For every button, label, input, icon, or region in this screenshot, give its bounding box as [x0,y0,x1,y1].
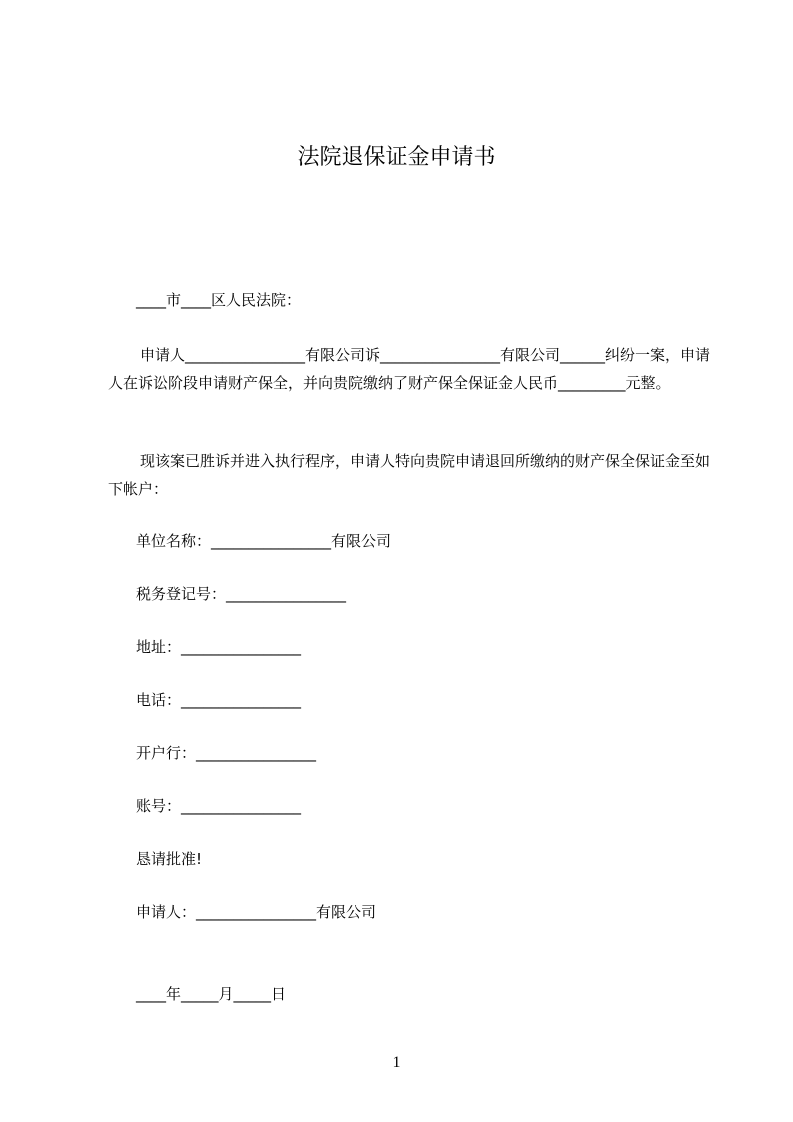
closing-line: 恳请批准! [136,850,203,868]
field-address: 地址：________________ [136,638,302,656]
paragraph-case: 申请人________________有限公司诉________________有限公司______纠纷一案，申请人在诉讼阶段申请财产保全，并向贵院缴纳了财产保全保证金人民币_________元整。 [108,346,711,392]
field-phone: 电话：________________ [136,691,302,709]
field-tax-number: 税务登记号：________________ [136,585,347,603]
applicant-signature-line: 申请人：________________有限公司 [136,903,377,921]
document-title: 法院退保证金申请书 [297,145,496,170]
page-number: 1 [392,1054,401,1071]
field-account: 账号：________________ [136,797,302,815]
addressee-line: ____市____区人民法院： [136,291,302,309]
field-bank: 开户行：________________ [136,744,317,762]
date-line: ____年_____月_____日 [136,985,287,1003]
field-unit-name: 单位名称：________________有限公司 [136,532,392,550]
paragraph-request: 现该案已胜诉并进入执行程序，申请人特向贵院申请退回所缴纳的财产保全保证金至如下帐户： [108,452,711,498]
